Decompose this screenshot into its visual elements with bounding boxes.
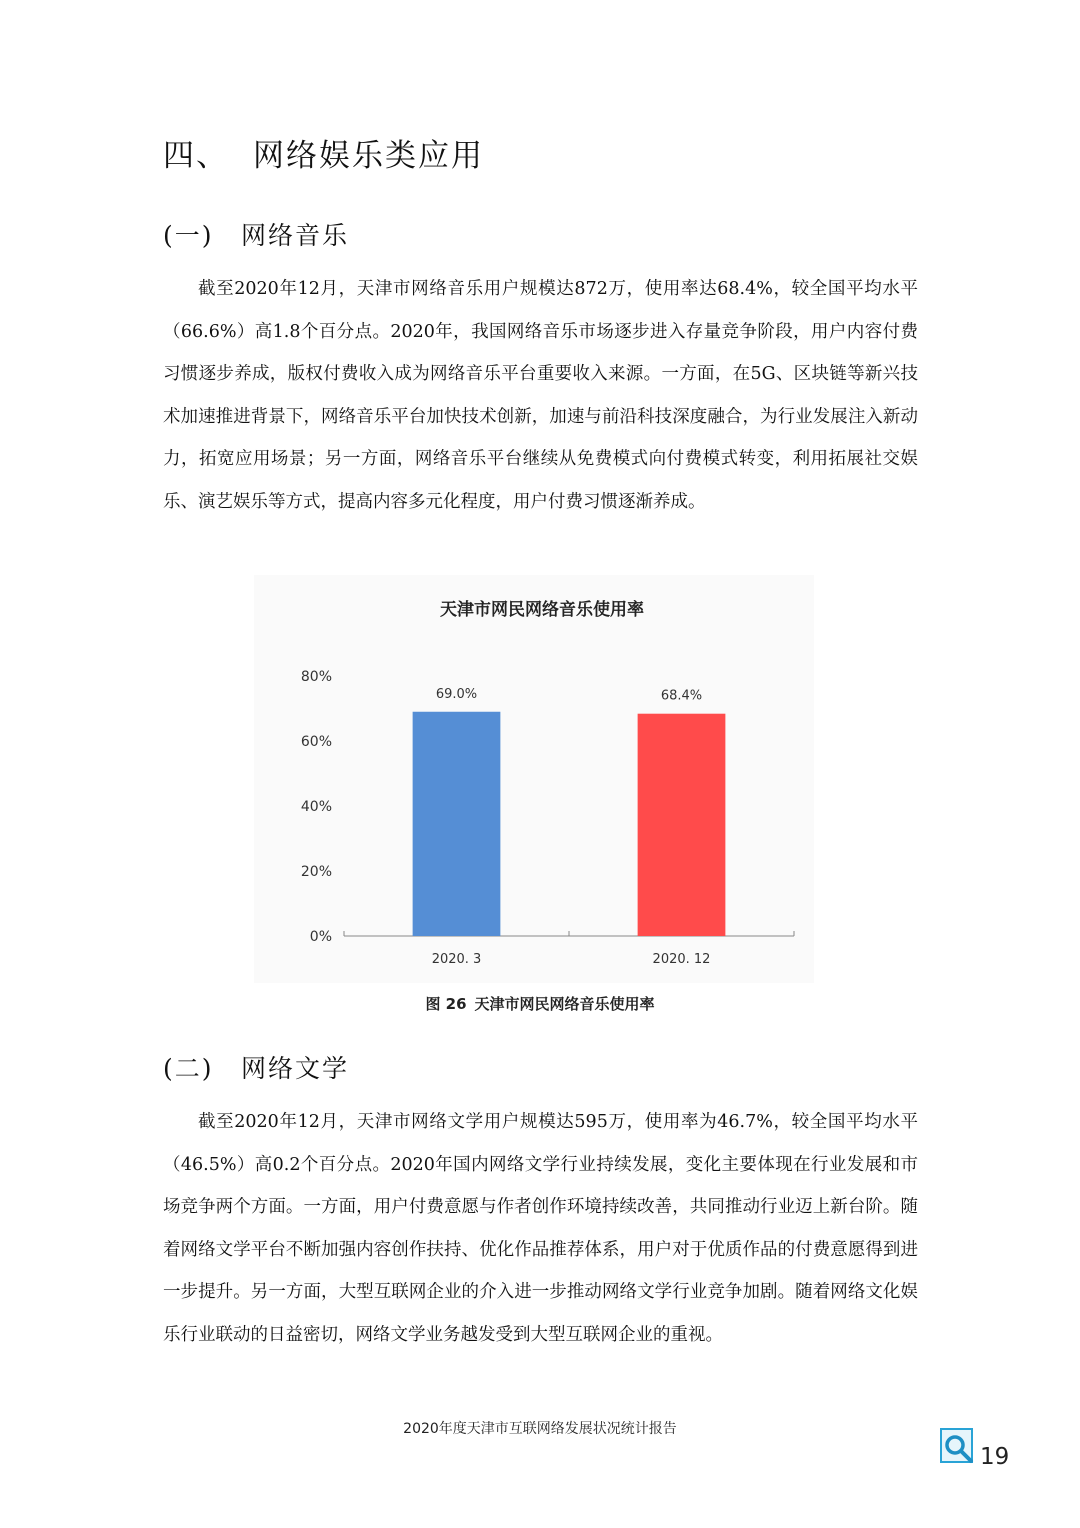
subsection-title: 网络文学	[241, 1054, 350, 1083]
subsection-number: (二)	[163, 1054, 214, 1083]
report-logo-icon	[940, 1428, 976, 1466]
footer-report-title: 2020年度天津市互联网络发展状况统计报告	[403, 1421, 677, 1437]
chart-container	[254, 575, 814, 983]
paragraph-music: 截至2020年12月，天津市网络音乐用户规模达872万，使用率达68.4%，较全国平均水平（66.6%）高1.8个百分点。2020年，我国网络音乐市场逐步进入存量竞争阶段，用户内容付费习惯逐步养成，版权付费收入成为网络音乐平台重要收入来源。一方面，在5G、区块链等新兴技术加速推进背景下，网络音乐平台加快技术创新，加速与前沿科技深度融合，为行业发展注入新动力，拓宽应用场景；另一方面，网络音乐平台继续从免费模式向付费模式转变，利用拓展社交娱乐、演艺娱乐等方式，提高内容多元化程度，用户付费习惯逐渐养成。	[163, 279, 918, 512]
page-number: 19	[980, 1444, 1010, 1470]
x-tick-label: 2020. 3	[431, 952, 482, 967]
figure-number: 图 26	[425, 995, 467, 1013]
data-label: 68.4%	[660, 688, 703, 704]
figure-caption	[0, 993, 1080, 1014]
section-title: 网络娱乐类应用	[253, 138, 484, 174]
subsection-number: (一)	[163, 221, 214, 250]
subsection-heading-literature	[163, 1049, 349, 1085]
y-tick-label: 40%	[300, 799, 332, 815]
bar	[638, 714, 726, 936]
y-tick-label: 60%	[300, 734, 332, 750]
data-label: 69.0%	[435, 686, 478, 702]
chart-title: 天津市网民网络音乐使用率	[440, 600, 644, 620]
paragraph-literature: 截至2020年12月，天津市网络文学用户规模达595万，使用率为46.7%，较全国平均水平（46.5%）高0.2个百分点。2020年国内网络文学行业持续发展，变化主要体现在行业发展和市场竞争两个方面。一方面，用户付费意愿与作者创作环境持续改善，共同推动行业迈上新台阶。随着网络文学平台不断加强内容创作扶持、优化作品推荐体系，用户对于优质作品的付费意愿得到进一步提升。另一方面，大型互联网企业的介入进一步推动网络文学行业竞争加剧。随着网络文化娱乐行业联动的日益密切，网络文学业务越发受到大型互联网企业的重视。	[163, 1112, 918, 1345]
section-number: 四、	[163, 138, 229, 174]
y-tick-label: 0%	[309, 929, 332, 945]
subsection-title: 网络音乐	[241, 221, 350, 250]
y-tick-label: 80%	[300, 669, 332, 685]
bar-chart	[254, 575, 814, 983]
bar	[413, 712, 501, 936]
section-heading	[163, 130, 484, 175]
x-tick-label: 2020. 12	[652, 952, 711, 967]
figure-caption-text: 天津市网民网络音乐使用率	[474, 995, 655, 1013]
y-tick-label: 20%	[300, 864, 332, 880]
subsection-heading-music	[163, 216, 349, 252]
